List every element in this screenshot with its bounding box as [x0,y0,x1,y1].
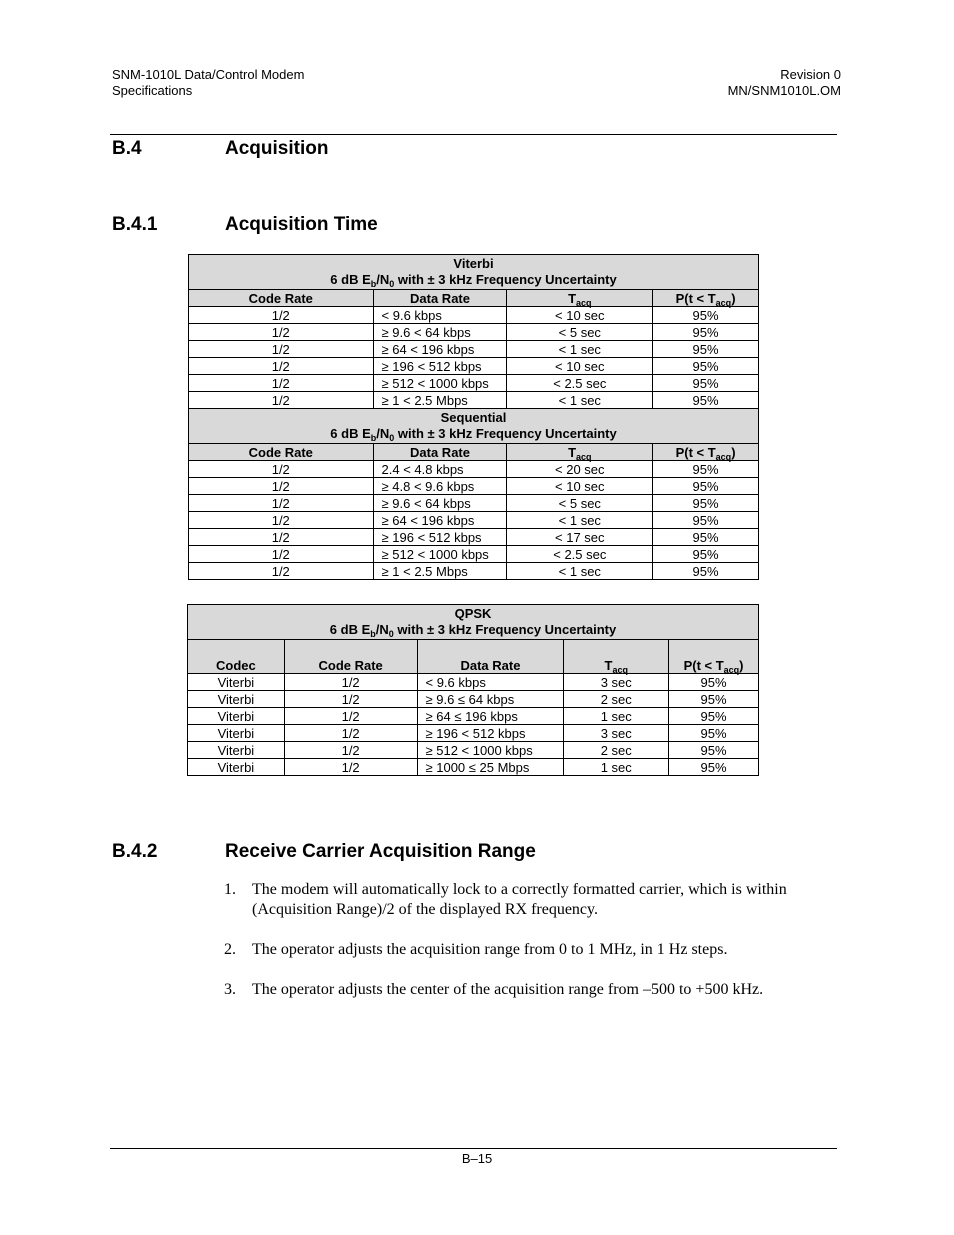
table-cell: 1/2 [189,324,374,341]
table-cell: ≥ 196 < 512 kbps [373,529,507,546]
table-cell: 95% [653,546,759,563]
table-cell: Viterbi [188,725,285,742]
table-cell: < 2.5 sec [507,375,653,392]
table-row [189,512,759,529]
table-cell: ≥ 9.6 < 64 kbps [373,495,507,512]
header-rule [110,134,837,135]
table-cell: 1/2 [189,512,374,529]
table-cell: 95% [653,563,759,580]
table-cell: Viterbi [188,708,285,725]
table-cell: ≥ 1 < 2.5 Mbps [373,392,507,409]
table-row [189,546,759,563]
table-cell: ≥ 9.6 < 64 kbps [373,324,507,341]
list-item [224,940,834,960]
section-heading-b4 [112,138,328,160]
table-cell: 1/2 [189,461,374,478]
table-cell: < 2.5 sec [507,546,653,563]
table-cell: ≥ 196 < 512 kbps [417,725,564,742]
table-cell: 95% [653,307,759,324]
table-cell: ≥ 196 < 512 kbps [373,358,507,375]
table-cell: ≥ 512 < 1000 kbps [373,375,507,392]
table-cell: 1/2 [284,691,417,708]
table-cell: < 10 sec [507,358,653,375]
table-cell: 1/2 [189,495,374,512]
section-number: B.4.1 [112,214,158,235]
list-text: The operator adjusts the center of the acquisition range from –500 to +500 kHz. [252,981,764,998]
table-cell: < 17 sec [507,529,653,546]
table-cell: < 5 sec [507,495,653,512]
qpsk-table [187,604,759,776]
col-codec: Codec [188,640,285,674]
list-text: The modem will automatically lock to a correctly formatted carrier, which is within (Acquisition Range)/2 of the displayed RX frequency. [252,881,787,918]
list-number: 3. [224,981,236,998]
table-cell: ≥ 9.6 ≤ 64 kbps [417,691,564,708]
table-subtitle: 6 dB $E_b/N_0$ with ± 3 kHz Frequency Uncertainty [330,426,617,443]
table-row [188,691,759,708]
table-cell: 95% [653,392,759,409]
table-cell: < 10 sec [507,478,653,495]
table-cell: ≥ 1 < 2.5 Mbps [373,563,507,580]
table-cell: < 20 sec [507,461,653,478]
list-number: 2. [224,941,236,958]
revision-label: Revision 0 [780,67,841,82]
table-cell: < 1 sec [507,341,653,358]
table-cell: ≥ 64 < 196 kbps [373,341,507,358]
table-cell: ≥ 64 < 196 kbps [373,512,507,529]
section-heading-b41 [112,214,378,236]
viterbi-block [189,255,759,307]
table-cell: 3 sec [564,725,669,742]
table-row [188,742,759,759]
sequential-rows [189,461,759,580]
list-item [224,880,834,920]
table-cell: 95% [669,674,759,691]
document-title: SNM-1010L Data/Control Modem [112,67,305,82]
table-cell: 1/2 [189,546,374,563]
table-row [189,529,759,546]
table-cell: 95% [653,341,759,358]
table-cell: 1/2 [284,674,417,691]
table-cell: 1/2 [284,708,417,725]
col-probability: $P(t < T_{acq})$ [653,290,759,307]
table-cell: 1/2 [189,375,374,392]
col-data-rate: Data Rate [417,640,564,674]
table-title-row [188,605,759,640]
sequential-block [189,409,759,461]
table-cell: ≥ 512 < 1000 kbps [373,546,507,563]
table-cell: Viterbi [188,742,285,759]
table-cell: 95% [669,759,759,776]
table-cell: ≥ 64 ≤ 196 kbps [417,708,564,725]
table-title-row [189,255,759,290]
col-tacq: $T_{acq}$ [507,444,653,461]
table-cell: 1 sec [564,708,669,725]
table-cell: 3 sec [564,674,669,691]
table-cell: < 1 sec [507,392,653,409]
page-number: B–15 [461,1151,493,1166]
table-title: QPSK [454,606,492,621]
table-cell: 1/2 [189,341,374,358]
footer-rule [110,1148,837,1149]
table-cell: Viterbi [188,691,285,708]
section-title: Receive Carrier Acquisition Range [225,841,536,862]
table-cell: 95% [653,358,759,375]
table-row [189,461,759,478]
table-cell: 95% [653,495,759,512]
table-subtitle: 6 dB $E_b/N_0$ with ± 3 kHz Frequency Uncertainty [329,622,617,639]
table-row [189,563,759,580]
section-title: Acquisition [225,138,329,159]
table-cell: 95% [653,324,759,341]
table-cell: 2.4 < 4.8 kbps [373,461,507,478]
table-row [188,725,759,742]
acquisition-time-table [188,254,759,580]
col-tacq: $T_{acq}$ [507,290,653,307]
table-row [189,324,759,341]
col-data-rate: Data Rate [373,290,507,307]
viterbi-rows [189,307,759,409]
table-cell: < 9.6 kbps [373,307,507,324]
table-row [188,708,759,725]
table-row [189,341,759,358]
col-data-rate: Data Rate [373,444,507,461]
table-cell: 1/2 [189,392,374,409]
table-row [189,478,759,495]
table-subtitle: 6 dB $E_b/N_0$ with ± 3 kHz Frequency Uncertainty [330,272,617,289]
col-probability: $P(t < T_{acq})$ [653,444,759,461]
qpsk-rows [188,674,759,776]
col-code-rate: Code Rate [189,444,374,461]
list-number: 1. [224,881,236,898]
table-cell: 2 sec [564,742,669,759]
col-tacq: $T_{acq}$ [564,640,669,674]
table-cell: < 5 sec [507,324,653,341]
document-number: MN/SNM1010L.OM [727,83,841,98]
table-cell: 1 sec [564,759,669,776]
table-cell: 95% [653,478,759,495]
table-cell: 1/2 [284,742,417,759]
table-cell: < 1 sec [507,563,653,580]
table-cell: 95% [653,461,759,478]
table-cell: 1/2 [189,478,374,495]
table-cell: 95% [653,375,759,392]
table-cell: 1/2 [284,759,417,776]
table-cell: 95% [653,529,759,546]
table-cell: 95% [669,691,759,708]
table-cell: Viterbi [188,759,285,776]
col-code-rate: Code Rate [189,290,374,307]
table-row [189,392,759,409]
table-cell: 1/2 [189,563,374,580]
document-section: Specifications [112,83,193,98]
table-row [188,759,759,776]
table-cell: 95% [669,742,759,759]
section-title: Acquisition Time [225,214,378,235]
table-row [188,674,759,691]
table-cell: 1/2 [284,725,417,742]
list-item [224,980,834,1000]
column-header-row [188,640,759,674]
table-row [189,375,759,392]
table-cell: ≥ 512 < 1000 kbps [417,742,564,759]
section-heading-b42 [112,841,536,863]
column-header-row [189,444,759,461]
column-header-row [189,290,759,307]
table-cell: 95% [669,725,759,742]
table-cell: 95% [653,512,759,529]
table-cell: 1/2 [189,307,374,324]
table-row [189,495,759,512]
table-cell: 2 sec [564,691,669,708]
section-number: B.4.2 [112,841,158,862]
page-header-right [728,67,841,99]
table-cell: Viterbi [188,674,285,691]
page-header-left [112,67,304,99]
table-cell: < 10 sec [507,307,653,324]
table-cell: < 1 sec [507,512,653,529]
list-text: The operator adjusts the acquisition range from 0 to 1 MHz, in 1 Hz steps. [252,941,728,958]
col-probability: $P(t < T_{acq})$ [669,640,759,674]
table-cell: < 9.6 kbps [417,674,564,691]
table-cell: ≥ 4.8 < 9.6 kbps [373,478,507,495]
table-title: Sequential [440,410,507,425]
acquisition-range-list [224,880,834,1020]
table-cell: ≥ 1000 ≤ 25 Mbps [417,759,564,776]
table-cell: 1/2 [189,358,374,375]
section-number: B.4 [112,138,142,159]
col-code-rate: Code Rate [284,640,417,674]
table-title-row [189,409,759,444]
table-row [189,307,759,324]
table-title: Viterbi [453,256,494,271]
table-cell: 1/2 [189,529,374,546]
table-row [189,358,759,375]
table-cell: 95% [669,708,759,725]
